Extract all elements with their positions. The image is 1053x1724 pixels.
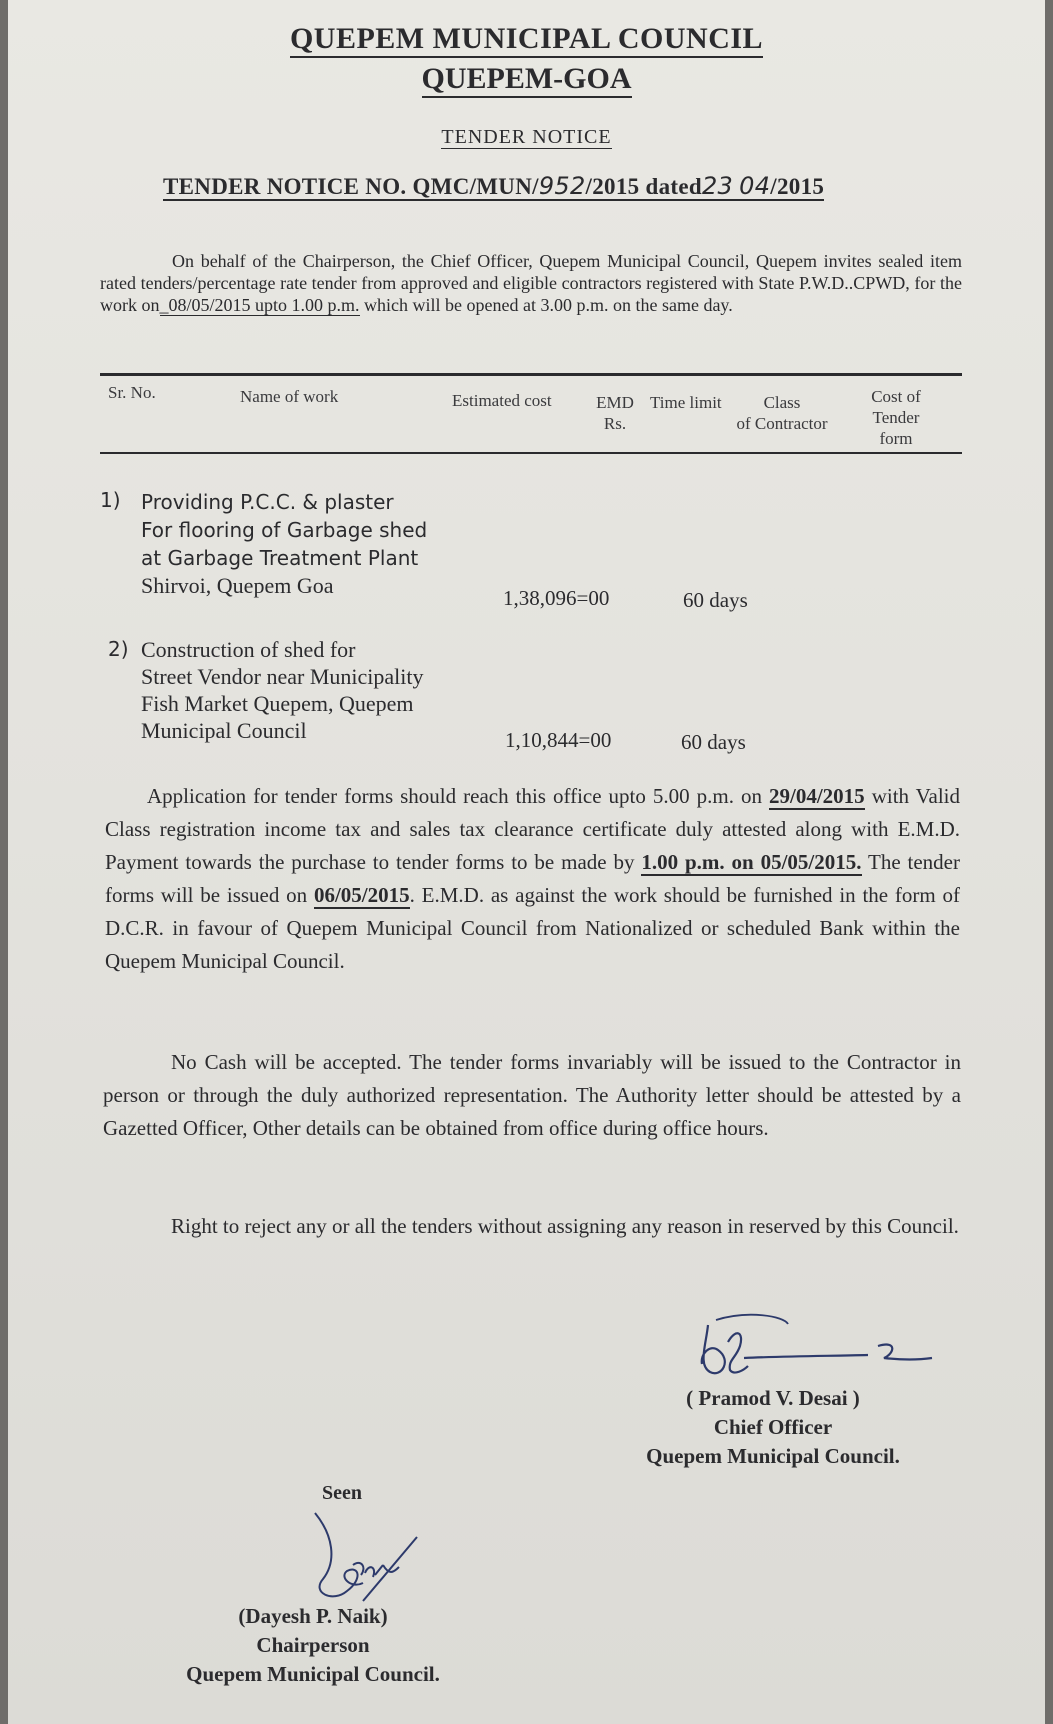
chairperson-designation: Chairperson bbox=[256, 1633, 370, 1657]
table-header-rule bbox=[100, 452, 962, 454]
reject-paragraph: Right to reject any or all the tenders without assigning any reason in reserved by this Council. bbox=[171, 1214, 959, 1238]
header-emd: EMD Rs. bbox=[596, 393, 634, 433]
chairperson-name: (Dayesh P. Naik) bbox=[238, 1604, 388, 1628]
notice-title: TENDER NOTICE bbox=[441, 126, 612, 148]
intro-paragraph: On behalf of the Chairperson, the Chief Officer, Quepem Municipal Council, Quepem invites sealed item rated tenders/percentage rate tender from approved and eligible contractors registered with State P.W.D..CPWD, for the work on_08/05/2015 upto 1.00 p.m. which will be opened at 3.00 p.m. on the same day. bbox=[100, 251, 962, 315]
tender-notice-number: TENDER NOTICE NO. QMC/MUN/952/2015 dated23 04/2015 bbox=[163, 172, 825, 200]
officer-designation: Chief Officer bbox=[713, 1415, 833, 1439]
work-description: Providing P.C.C. & plaster For flooring of Garbage shed at Garbage Treatment Plant Shirvoi, Quepem Goa bbox=[141, 490, 428, 598]
officer-signature bbox=[688, 1310, 948, 1390]
place-heading: QUEPEM-GOA bbox=[8, 62, 1045, 96]
notice-page bbox=[8, 0, 1045, 1724]
chairperson-signatory-block bbox=[158, 1602, 468, 1689]
row-number: 2) bbox=[108, 637, 129, 661]
row-number: 1) bbox=[100, 488, 121, 512]
chairperson-office: Quepem Municipal Council. bbox=[186, 1662, 440, 1686]
officer-signatory-block bbox=[603, 1384, 943, 1471]
header-time-limit: Time limit bbox=[650, 393, 722, 412]
estimated-cost: 1,10,844=00 bbox=[505, 728, 612, 752]
header-name-of-work: Name of work bbox=[240, 387, 339, 406]
table-top-rule bbox=[100, 373, 962, 376]
council-heading: QUEPEM MUNICIPAL COUNCIL bbox=[8, 22, 1045, 56]
time-limit: 60 days bbox=[683, 588, 748, 612]
work-description: Construction of shed for Street Vendor near Municipality Fish Market Quepem, Quepem Municipal Council bbox=[141, 637, 424, 743]
seen-label: Seen bbox=[322, 1482, 362, 1504]
header-cost-of-tender-form: Cost of Tender form bbox=[871, 387, 921, 448]
application-paragraph: Application for tender forms should reach this office upto 5.00 p.m. on 29/04/2015 with Valid Class registration income tax and sales tax clearance certificate duly attested along with E.M.D. Payment towards the purchase to tender forms to be made by 1.00 p.m. on 05/05/2015. The tender forms will be issued on 06/05/2015. E.M.D. as against the work should be furnished in the form of D.C.R. in favour of Quepem Municipal Council from Nationalized or scheduled Bank within the Quepem Municipal Council. bbox=[105, 784, 960, 973]
estimated-cost: 1,38,096=00 bbox=[503, 586, 610, 610]
header-class-of-contractor: Class of Contractor bbox=[736, 393, 828, 433]
header-estimated-cost: Estimated cost bbox=[452, 391, 552, 410]
time-limit: 60 days bbox=[681, 730, 746, 754]
officer-office: Quepem Municipal Council. bbox=[646, 1444, 900, 1468]
no-cash-paragraph: No Cash will be accepted. The tender forms invariably will be issued to the Contractor in person or through the duly authorized representation. The Authority letter should be attested by a Gazetted Officer, Other details can be obtained from office during office hours. bbox=[103, 1050, 961, 1140]
header-sr-no: Sr. No. bbox=[108, 383, 156, 402]
officer-name: ( Pramod V. Desai ) bbox=[686, 1386, 860, 1410]
